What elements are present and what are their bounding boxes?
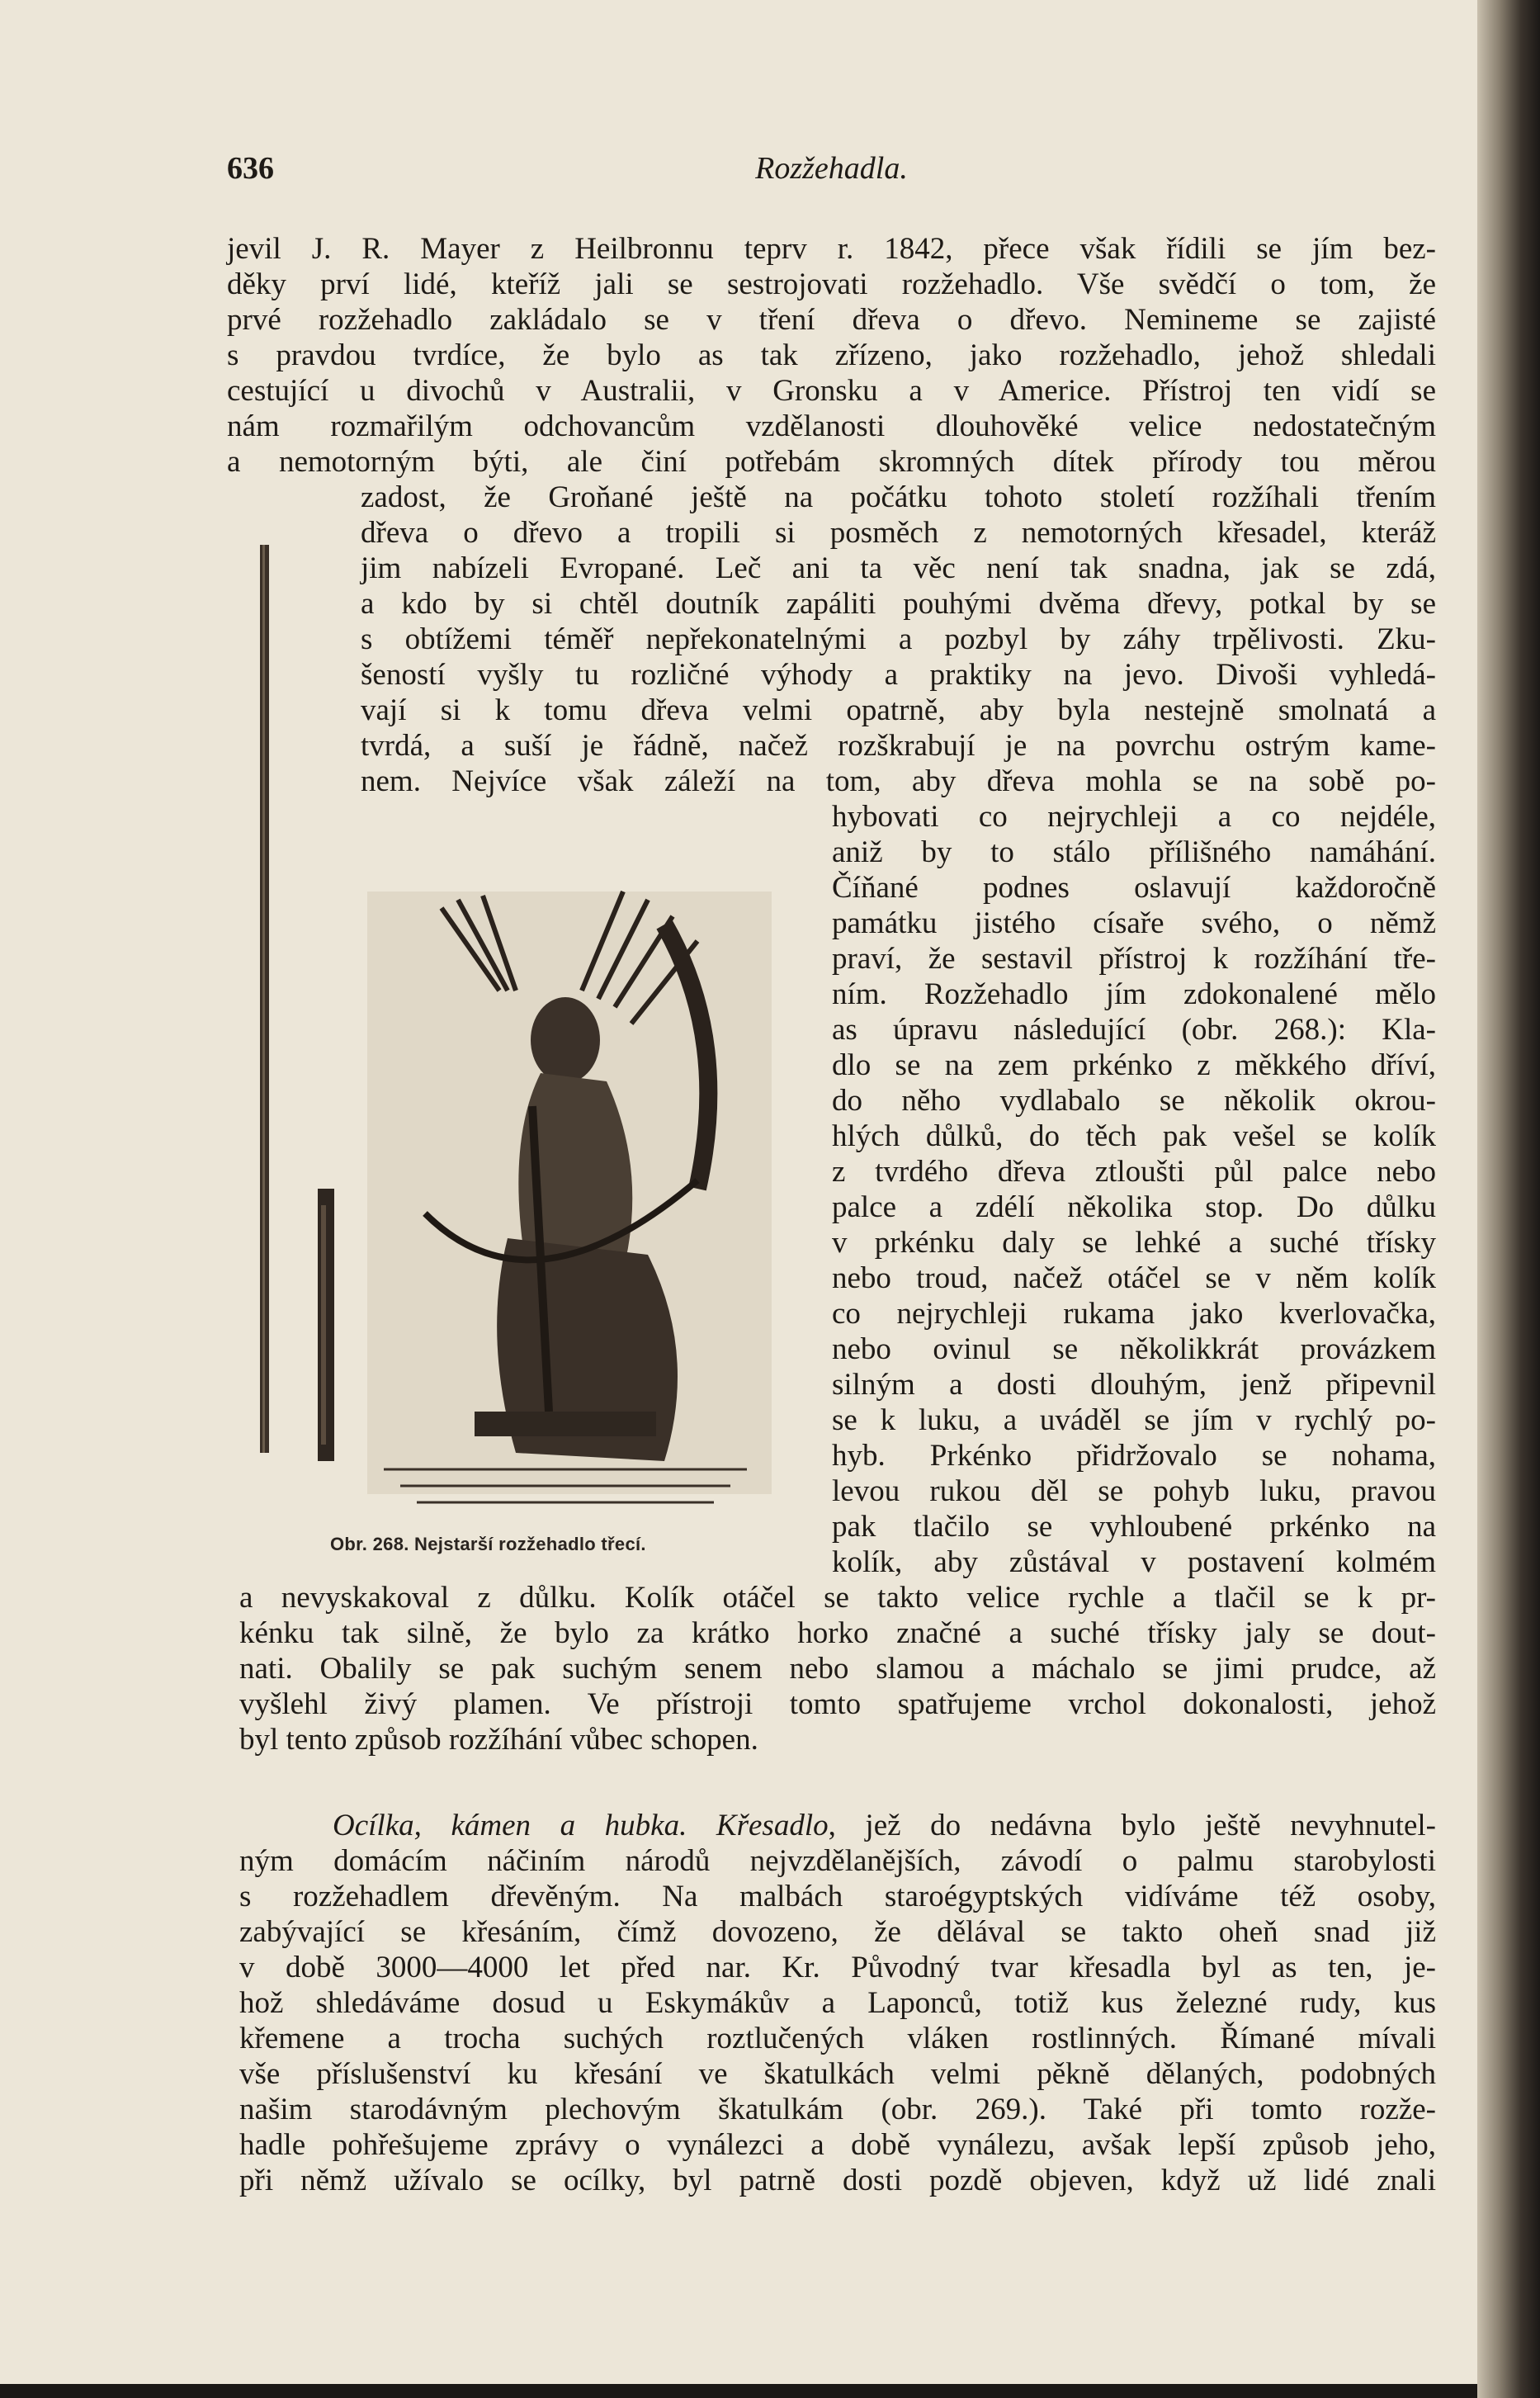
text-line: při němž užívalo se ocílky, byl patrně dosti pozdě objeven, když už lidé znali (239, 2164, 1436, 2197)
page-header (227, 150, 1436, 192)
text-line: levou rukou děl se pohyb luku, pravou (832, 1474, 1436, 1508)
text-line: šeností vyšly tu rozličné výhody a praktiky na jevo. Divoši vyhledá- (361, 658, 1436, 692)
text-line: kolík, aby zůstával v postavení kolmém (832, 1545, 1436, 1579)
page-number: 636 (227, 151, 274, 186)
text-line: hybovati co nejrychleji a co nejdéle, (832, 800, 1436, 834)
text-line: praví, že sestavil přístroj k rozžíhání tře- (832, 942, 1436, 976)
text-line: tvrdá, a suší je řádně, načež rozškrabují je na povrchu ostrým kame- (361, 729, 1436, 763)
figure-caption: Obr. 268. Nejstarší rozžehadlo třecí. (330, 1534, 646, 1554)
text-line: památku jistého císaře svého, o němž (832, 906, 1436, 940)
text-line: jim nabízeli Evropané. Leč ani ta věc není tak snadna, jak se zdá, (361, 551, 1436, 585)
engraving-scene (367, 892, 772, 1502)
text-line: cestující u divochů v Australii, v Gronsku a v Americe. Přístroj ten vidí se (227, 374, 1436, 408)
running-title: Rozžehadla. (755, 151, 908, 186)
text-line: děky prví lidé, kteříž jali se sestrojovati rozžehadlo. Vše svědčí o tom, že (227, 267, 1436, 301)
text-line: zadost, že Groňané ještě na počátku tohoto století rozžíhali třením (361, 480, 1436, 514)
text-line: křemene a trocha suchých roztlučených vláken rostlinných. Římané mívali (239, 2022, 1436, 2055)
text-line: vyšlehl živý plamen. Ve přístroji tomto spatřujeme vrchol dokonalosti, jehož (239, 1687, 1436, 1721)
text-line: vše příslušenství ku křesání ve škatulkách velmi pěkně dělaných, podobných (239, 2057, 1436, 2091)
text-line: a nemotorným býti, ale činí potřebám skromných dítek přírody tou měrou (227, 445, 1436, 479)
text-line: s rozžehadlem dřevěným. Na malbách staroégyptských vidíváme též osoby, (239, 1880, 1436, 1913)
text-line: hyb. Prkénko přidržovalo se nohama, (832, 1439, 1436, 1473)
text-line: v době 3000—4000 let před nar. Kr. Původný tvar křesadla byl as ten, je- (239, 1951, 1436, 1984)
text-line: Číňané podnes oslavují každoročně (832, 871, 1436, 905)
figure-fire-drill (235, 528, 829, 1568)
engraving-illustration (235, 528, 829, 1535)
text-line: nám rozmařilým odchovancům vzdělanosti dlouhověké velice nedostatečným (227, 409, 1436, 443)
first-line-rest: , jež do nedávna bylo ještě nevyhnutel- (828, 1809, 1437, 1842)
body-text-top (227, 231, 1436, 480)
text-line: s pravdou tvrdíce, že bylo as tak zřízeno, jako rozžehadlo, jehož shledali (227, 338, 1436, 372)
text-line: palce a zdélí několika stop. Do důlku (832, 1190, 1436, 1224)
text-line: kénku tak silně, že bylo za krátko horko značné a suché třísky jaly se dout- (239, 1616, 1436, 1650)
text-line: silným a dosti dlouhým, jenž připevnil (832, 1368, 1436, 1402)
text-line: byl tento způsob rozžíhání vůbec schopen. (239, 1723, 758, 1757)
text-line: ním. Rozžehadlo jím zdokonalené mělo (832, 977, 1436, 1011)
body-text-bottom (239, 1580, 1436, 1757)
text-line: nati. Obalily se pak suchým senem nebo slamou a máchalo se jimi prudce, až (239, 1652, 1436, 1686)
paragraph-ocilka-first-line (239, 1808, 1436, 1843)
text-line: hož shledáváme dosud u Eskymákův a Laponců, totiž kus železné rudy, kus (239, 1986, 1436, 2020)
text-line: a nevyskakoval z důlku. Kolík otáčel se takto velice rychle a tlačil se k pr- (239, 1581, 1436, 1615)
text-line: hlých důlků, do těch pak vešel se kolík (832, 1119, 1436, 1153)
text-line: našim starodávným plechovým škatulkám (obr. 269.). Také při tomto rozže- (239, 2093, 1436, 2126)
lead-italic-ocilka: Ocílka, kámen a hubka. (333, 1809, 687, 1842)
text-line: as úpravu následující (obr. 268.): Kla- (832, 1013, 1436, 1047)
text-line: do něho vydlabalo se několik okrou- (832, 1084, 1436, 1118)
book-spine-edge (1477, 0, 1540, 2398)
text-line: nebo ovinul se několikkrát provázkem (832, 1332, 1436, 1366)
text-line: v prkénku daly se lehké a suché třísky (832, 1226, 1436, 1260)
text-line: vají si k tomu dřeva velmi opatrně, aby byla nestejně smolnatá a (361, 693, 1436, 727)
text-line: aniž by to stálo přílišného namáhání. (832, 835, 1436, 869)
text-line: nebo troud, načež otáčel se v něm kolík (832, 1261, 1436, 1295)
text-line: prvé rozžehadlo zakládalo se v tření dřeva o dřevo. Nemineme se zajisté (227, 303, 1436, 337)
text-line: dlo se na zem prkénko z měkkého dříví, (832, 1048, 1436, 1082)
text-line: zabývající se křesáním, čímž dovozeno, že dělával se takto oheň snad již (239, 1915, 1436, 1949)
text-line: jevil J. R. Mayer z Heilbronnu teprv r. 1842, přece však řídili se jím bez- (227, 232, 1436, 266)
lead-italic-kresadlo: Křesadlo (716, 1809, 829, 1842)
text-line: ným domácím náčiním národů nejvzdělanějších, závodí o palmu starobylosti (239, 1844, 1436, 1878)
paragraph-ocilka (239, 1808, 1436, 2198)
text-line: dřeva o dřevo a tropili si posměch z nemotorných křesadel, kteráž (361, 516, 1436, 550)
text-line: nem. Nejvíce však záleží na tom, aby dřeva mohla se na sobě po- (361, 764, 1436, 798)
text-line: co nejrychleji rukama jako kverlovačka, (832, 1297, 1436, 1331)
text-line: pak tlačilo se vyhloubené prkénko na (832, 1510, 1436, 1544)
text-line: se k luku, a uváděl se jím v rychlý po- (832, 1403, 1436, 1437)
text-line: z tvrdého dřeva ztloušti půl palce nebo (832, 1155, 1436, 1189)
text-line: s obtížemi téměř nepřekonatelnými a pozbyl by záhy trpělivosti. Zku- (361, 622, 1436, 656)
body-text-narrow-column (832, 799, 1436, 1580)
text-line: a kdo by si chtěl doutník zapáliti pouhými dvěma dřevy, potkal by se (361, 587, 1436, 621)
text-line: hadle pohřešujeme zprávy o vynálezci a době vynálezu, avšak lepší způsob jeho, (239, 2128, 1436, 2162)
